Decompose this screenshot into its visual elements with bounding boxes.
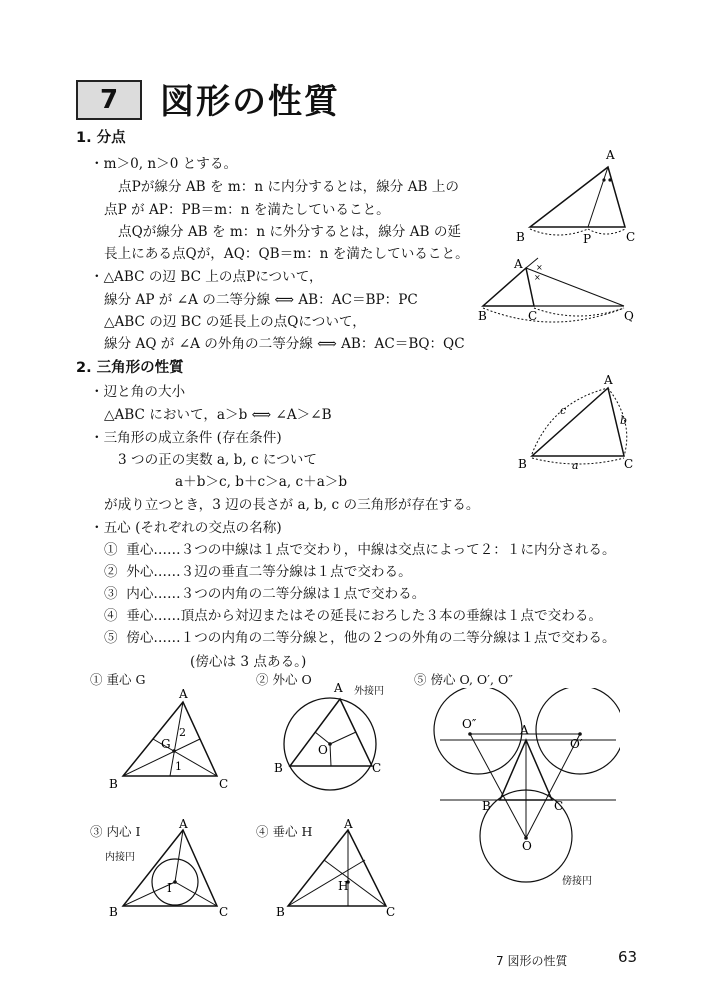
s2-line-6: ・五心 (それぞれの交点の名称) bbox=[90, 520, 282, 536]
label-a: A bbox=[179, 818, 188, 831]
center-num-3: ③ bbox=[104, 586, 118, 602]
footer-chapter-title: 7 図形の性質 bbox=[496, 954, 568, 968]
s1-line-1: 点Pが線分 AB を m：n に内分するとは，線分 AB 上の bbox=[118, 179, 460, 195]
side-b: b bbox=[620, 414, 628, 427]
figure-internal-division bbox=[510, 145, 650, 245]
angle-dot bbox=[602, 178, 605, 181]
label-a: A bbox=[606, 148, 615, 162]
point-o-double-prime bbox=[468, 732, 472, 736]
label-excircle: 傍接円 bbox=[562, 876, 592, 887]
arc-pc bbox=[588, 229, 625, 234]
perp-bisector-bc bbox=[330, 744, 331, 766]
label-i: I bbox=[167, 881, 172, 895]
label-o: O bbox=[318, 743, 328, 757]
label-b: B bbox=[518, 457, 527, 471]
section-2-heading: 2. 三角形の性質 bbox=[76, 360, 184, 376]
figure-side-angle bbox=[512, 372, 647, 472]
label-q: Q bbox=[624, 309, 634, 323]
s1-line-4: 長上にある点Qが，AQ：QB＝m：n を満たしていること。 bbox=[104, 246, 469, 262]
center-num-2: ② bbox=[104, 564, 118, 580]
point-o-prime bbox=[578, 732, 582, 736]
ratio-2: 2 bbox=[179, 726, 186, 739]
triangle-abc bbox=[532, 388, 624, 456]
side-a: a bbox=[572, 459, 579, 472]
s1-line-5: ・△ABC の辺 BC 上の点Pについて， bbox=[90, 269, 323, 285]
arc-bq bbox=[483, 308, 624, 322]
center-item-3 bbox=[104, 582, 425, 602]
arc-cq bbox=[534, 308, 624, 316]
label-c: C bbox=[554, 799, 564, 813]
label-c: C bbox=[219, 905, 229, 918]
figure-incenter bbox=[105, 818, 240, 918]
center-text-5: 傍心……１つの内角の二等分線と，他の２つの外角の二等分線は１点で交わる。 bbox=[126, 630, 616, 646]
label-g: G bbox=[161, 737, 171, 751]
side-c: c bbox=[560, 404, 567, 417]
label-c: C bbox=[386, 905, 396, 918]
s1-line-7: △ABC の辺 BC の延長上の点Qについて， bbox=[104, 314, 366, 330]
point-o bbox=[328, 742, 332, 746]
s2-line-3: 3 つの正の実数 a, b, c について bbox=[118, 452, 317, 468]
center-text-1: 重心……３つの中線は１点で交わり，中線は交点によって２：１に内分される。 bbox=[126, 542, 616, 558]
label-b: B bbox=[276, 905, 285, 918]
figure-excenter bbox=[430, 688, 620, 898]
s2-line-1: △ABC において，a＞b ⟺ ∠A＞∠B bbox=[104, 407, 332, 423]
center-item-1 bbox=[104, 538, 616, 558]
ratio-1: 1 bbox=[175, 760, 182, 773]
label-c: C bbox=[626, 230, 636, 244]
center-text-2: 外心……３辺の垂直二等分線は１点で交わる。 bbox=[126, 564, 412, 580]
cross-mark: × bbox=[534, 273, 541, 282]
s2-line-4: a＋b＞c, b＋c＞a, c＋a＞b bbox=[175, 474, 348, 490]
caption-orthocenter: ④ 垂心 H bbox=[256, 824, 313, 839]
center-num-4: ④ bbox=[104, 608, 118, 624]
s2-line-2: ・三角形の成立条件 (存在条件) bbox=[90, 430, 282, 446]
label-c: C bbox=[219, 777, 229, 791]
arc-bp bbox=[530, 229, 588, 235]
center-item-2 bbox=[104, 560, 412, 580]
center-num-5: ⑤ bbox=[104, 630, 118, 646]
point-g bbox=[172, 749, 176, 753]
point-i bbox=[173, 880, 177, 884]
altitude-c bbox=[324, 860, 386, 906]
angle-dot bbox=[608, 178, 611, 181]
figure-orthocenter bbox=[272, 818, 402, 918]
altitude-b bbox=[288, 860, 365, 906]
label-b: B bbox=[109, 905, 118, 918]
label-b: B bbox=[274, 761, 283, 775]
chapter-number: 7 bbox=[99, 85, 119, 115]
caption-excenter: ⑤ 傍心 O, O′, O″ bbox=[414, 672, 513, 687]
bisector-c bbox=[175, 882, 217, 906]
label-a: A bbox=[179, 688, 188, 701]
center-item-5 bbox=[104, 626, 616, 646]
center-text-4: 垂心……頂点から対辺またはその延長におろした３本の垂線は１点で交わる。 bbox=[126, 608, 603, 624]
triangle-abc bbox=[483, 268, 534, 306]
center-item-4 bbox=[104, 604, 602, 624]
figure-centroid bbox=[105, 688, 240, 800]
s1-line-8: 線分 AQ が ∠A の外角の二等分線 ⟺ AB：AC＝BQ：QC bbox=[104, 336, 465, 352]
label-c: C bbox=[372, 761, 382, 775]
s1-line-6: 線分 AP が ∠A の二等分線 ⟺ AB：AC＝BP：PC bbox=[104, 292, 418, 308]
label-o-prime: O′ bbox=[570, 737, 583, 751]
label-h: H bbox=[338, 879, 349, 893]
triangle-abc bbox=[530, 167, 625, 227]
caption-circumcenter: ② 外心 O bbox=[256, 672, 312, 687]
chapter-number-box bbox=[76, 80, 142, 120]
caption-centroid: ① 重心 G bbox=[90, 672, 146, 687]
caption-incenter: ③ 内心 I bbox=[90, 824, 141, 839]
excircle-right bbox=[536, 688, 620, 774]
page-number: 63 bbox=[618, 948, 638, 966]
chapter-title: 図形の性質 bbox=[160, 82, 340, 122]
section-1-heading: 1. 分点 bbox=[76, 130, 126, 146]
s2-line-0: ・辺と角の大小 bbox=[90, 384, 186, 400]
label-b: B bbox=[482, 799, 491, 813]
label-a: A bbox=[520, 723, 529, 737]
label-a: A bbox=[604, 373, 613, 387]
label-a: A bbox=[514, 257, 523, 271]
label-p: P bbox=[583, 232, 592, 245]
label-b: B bbox=[109, 777, 118, 791]
cross-mark: × bbox=[536, 263, 543, 272]
perp-bisector-ac bbox=[330, 732, 356, 744]
label-o-double-prime: O″ bbox=[462, 717, 477, 731]
label-o: O bbox=[522, 839, 532, 853]
bisector-ap bbox=[588, 167, 608, 227]
label-a: A bbox=[334, 681, 343, 695]
excircle-left bbox=[434, 688, 522, 774]
label-circumcircle: 外接円 bbox=[354, 686, 384, 697]
center-text-3: 内心……３つの内角の二等分線は１点で交わる。 bbox=[126, 586, 426, 602]
figure-circumcenter bbox=[268, 680, 398, 798]
label-c: C bbox=[528, 309, 538, 323]
label-b: B bbox=[478, 309, 487, 323]
s1-line-0: ・m＞0, n＞0 とする。 bbox=[90, 156, 238, 172]
s1-line-3: 点Qが線分 AB を m：n に外分するとは，線分 AB の延 bbox=[118, 224, 462, 240]
excenter-note: (傍心は 3 点ある。) bbox=[190, 654, 307, 670]
label-incircle: 内接円 bbox=[105, 852, 135, 863]
label-c: C bbox=[624, 457, 634, 471]
label-a: A bbox=[344, 818, 353, 831]
figure-external-division bbox=[478, 256, 643, 331]
s2-line-5: が成り立つとき，3 辺の長さが a, b, c の三角形が存在する。 bbox=[104, 497, 480, 513]
s1-line-2: 点P が AP：PB＝m：n を満たしていること。 bbox=[104, 202, 390, 218]
center-num-1: ① bbox=[104, 542, 118, 558]
label-b: B bbox=[516, 230, 525, 244]
